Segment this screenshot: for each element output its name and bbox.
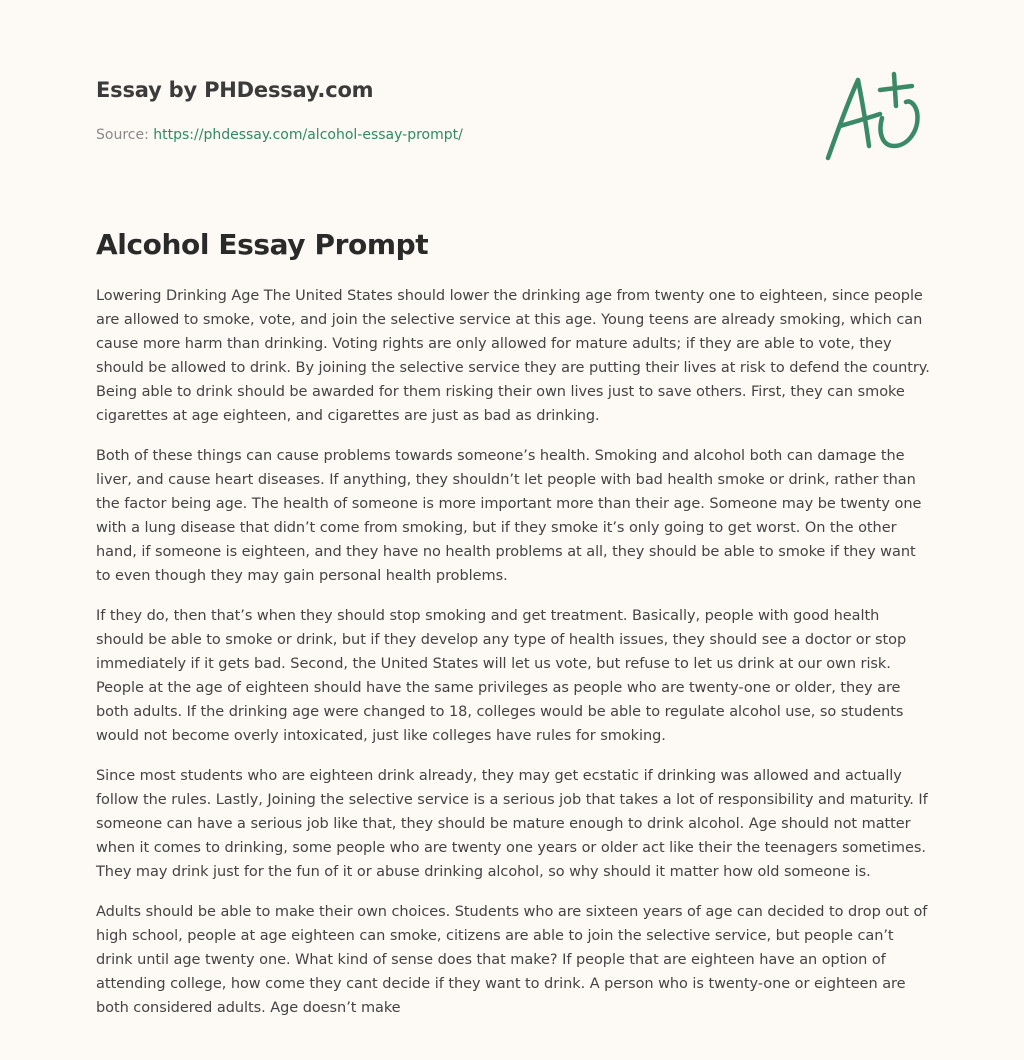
essay-paragraph: Lowering Drinking Age The United States should lower the drinking age from twenty one to eighteen, since people are allowed to smoke, vote, and join the selective service at this age. Young teens are already smoking, which can cause more harm than drinking. Voting rights are only allowed for mature adults; if they are able to vote, they should be allowed to drink. By joining the selective service they are putting their lives at risk to defend the country. Being able to drink should be awarded for them risking their own lives just to save others. First, they can smoke cigarettes at age eighteen, and cigarettes are just as bad as drinking. [96,288,930,424]
essay-title: Alcohol Essay Prompt [96,228,429,261]
source-label: Source: [96,127,149,143]
a-plus-grade-icon [822,66,932,166]
essay-paragraph: If they do, then that’s when they should stop smoking and get treatment. Basically, people with good health should be able to smoke or drink, but if they develop any type of health issues, they should see a doctor or stop immediately if it gets bad. Second, the United States will let us vote, but refuse to let us drink at our own risk. People at the age of eighteen should have the same privileges as people who are twenty-one or older, they are both adults. If the drinking age were changed to 18, colleges would be able to regulate alcohol use, so students would not become overly intoxicated, just like colleges have rules for smoking. [96,608,907,744]
essay-body [96,284,930,1036]
site-brand: Essay by PHDessay.com [96,78,374,102]
essay-paragraph: Since most students who are eighteen drink already, they may get ecstatic if drinking was allowed and actually follow the rules. Lastly, Joining the selective service is a serious job that takes a lot of responsibility and maturity. If someone can have a serious job like that, they should be mature enough to drink alcohol. Age should not matter when it comes to drinking, some people who are twenty one years or older act like their the teenagers sometimes. They may drink just for the fun of it or abuse drinking alcohol, so why should it matter how old someone is. [96,768,928,880]
source-link[interactable]: https://phdessay.com/alcohol-essay-prompt/ [153,127,463,143]
source-line [96,126,796,144]
header [96,76,796,144]
essay-paragraph: Adults should be able to make their own choices. Students who are sixteen years of age can decided to drop out of high school, people at age eighteen can smoke, citizens are able to join the selective service, but people can’t drink until age twenty one. What kind of sense does that make? If people that are eighteen have an option of attending college, how come they cant decide if they want to drink. A person who is twenty-one or eighteen are both considered adults. Age doesn’t make [96,904,928,1016]
essay-paragraph: Both of these things can cause problems towards someone’s health. Smoking and alcohol both can damage the liver, and cause heart diseases. If anything, they shouldn’t let people with bad health smoke or drink, rather than the factor being age. The health of someone is more important more than their age. Someone may be twenty one with a lung disease that didn’t come from smoking, but if they smoke it’s only going to get worst. On the other hand, if someone is eighteen, and they have no health problems at all, they should be able to smoke if they want to even though they may gain personal health problems. [96,448,922,584]
